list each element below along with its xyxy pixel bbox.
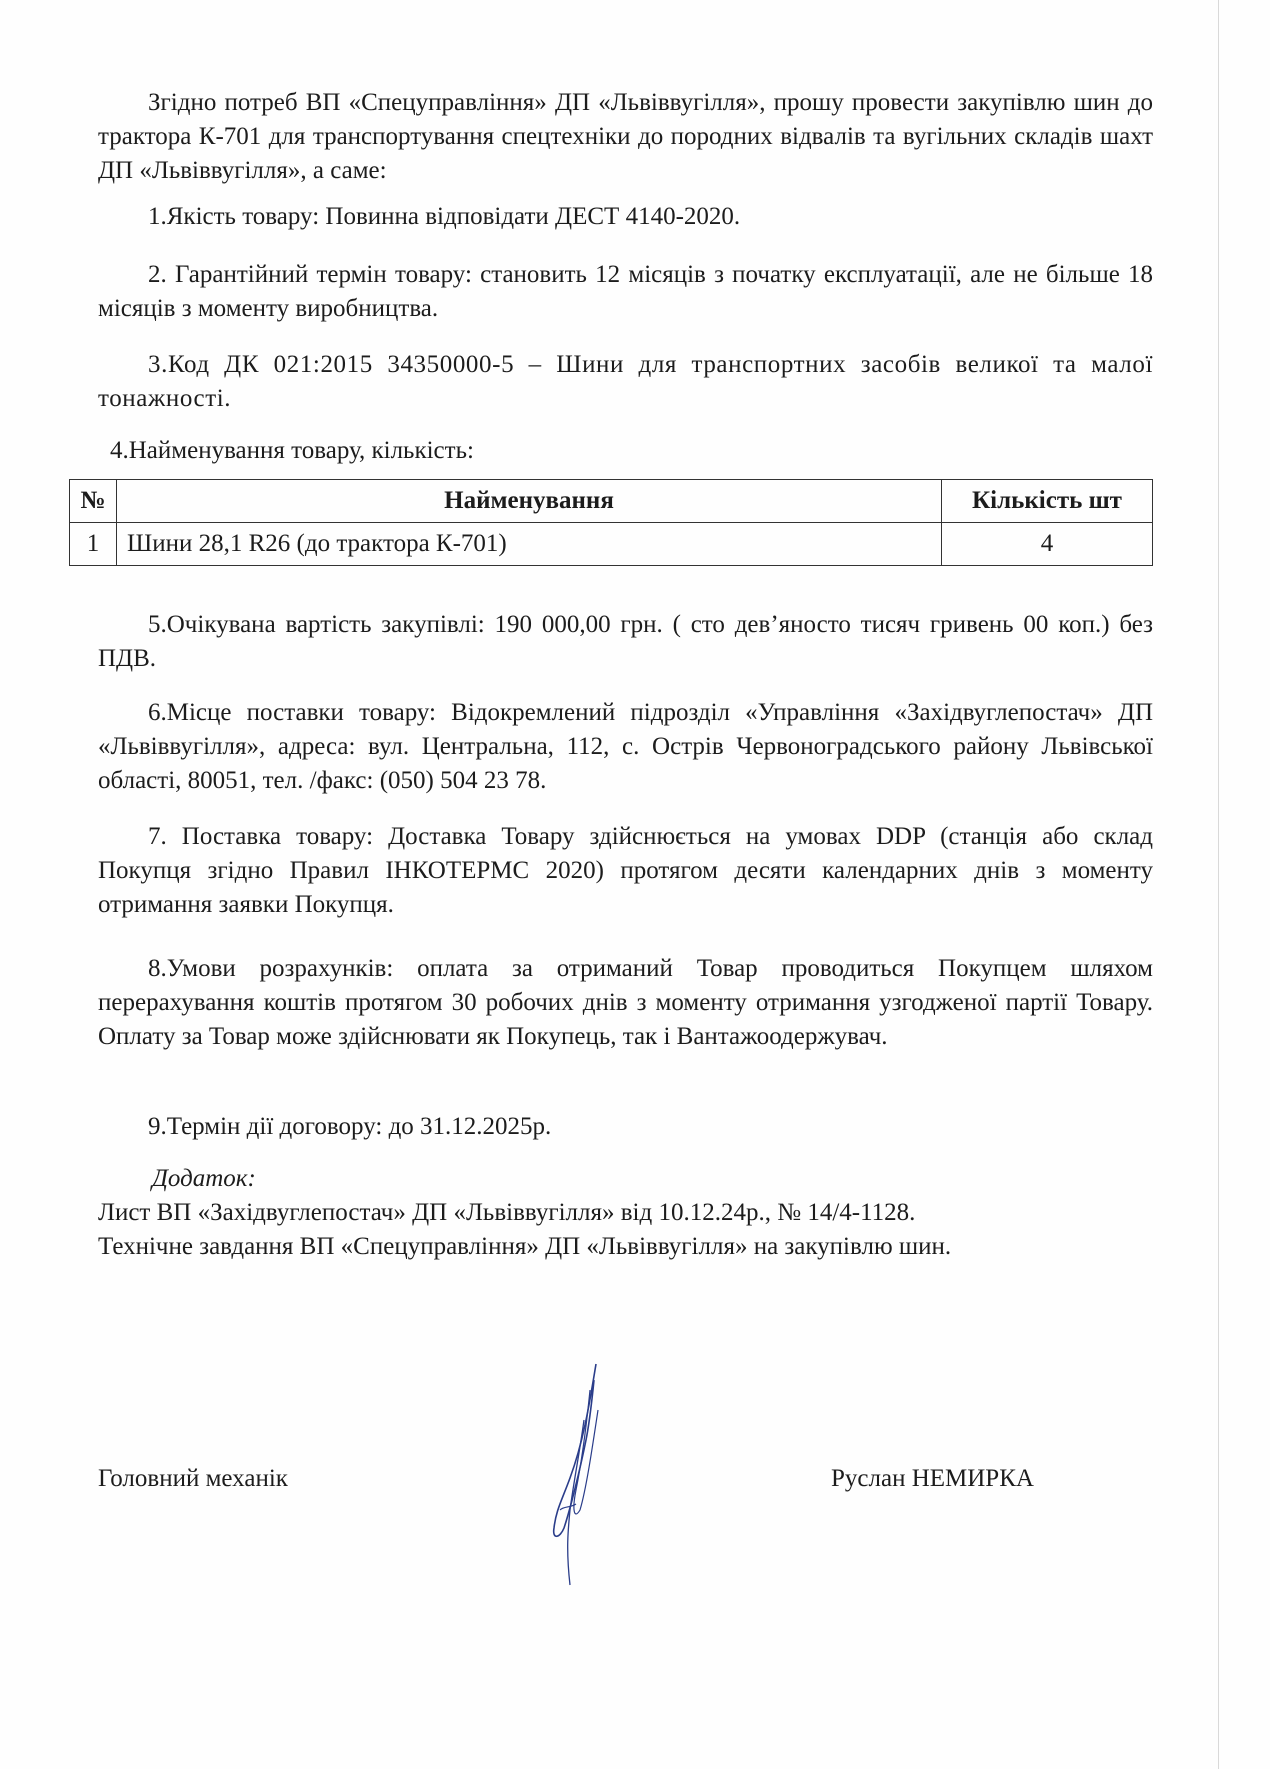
- item-5: 5.Очікувана вартість закупівлі: 190 000,00 грн. ( сто дев’яносто тисяч гривень 00 коп.) без ПДВ.: [98, 611, 1153, 672]
- row-quantity: 4: [942, 523, 1153, 566]
- signer-position: Головний механік: [98, 1465, 288, 1492]
- item-6: 6.Місце поставки товару: Відокремлений підрозділ «Управління «Західвуглепостач» ДП «Львіввугілля», адреса: вул. Центральна, 112, с. Острів Червоноградського району Львівської області, 80051, тел. /факс: (050) 504 23 78.: [98, 699, 1153, 794]
- attachment-title: Додаток:: [152, 1165, 256, 1192]
- row-name: Шини 28,1 R26 (до трактора К-701): [117, 523, 942, 566]
- attachment-line: Технічне завдання ВП «Спецуправління» ДП «Львіввугілля» на закупівлю шин.: [98, 1233, 952, 1260]
- signer-name: Руслан НЕМИРКА: [831, 1465, 1034, 1492]
- row-number: 1: [70, 523, 117, 566]
- item-8: 8.Умови розрахунків: оплата за отриманий Товар проводиться Покупцем шляхом перерахування коштів протягом 30 робочих днів з моменту отримання узгодженої партії Товару. Оплату за Товар може здійснювати як Покупець, так і Вантажоодержувач.: [98, 955, 1153, 1050]
- header-quantity: Кількість шт: [942, 480, 1153, 523]
- item-7: 7. Поставка товару: Доставка Товару здійснюється на умовах DDP (станція або склад Покупця згідно Правил ІНКОТЕРМС 2020) протягом десяти календарних днів з моменту отримання заявки Покупця.: [98, 823, 1153, 918]
- header-name: Найменування: [117, 480, 942, 523]
- item-2: 2. Гарантійний термін товару: становить 12 місяців з початку експлуатації, але не більше 18 місяців з моменту виробництва.: [98, 261, 1153, 322]
- table-header-row: [70, 480, 1153, 523]
- item-1: 1.Якість товару: Повинна відповідати ДЕСТ 4140-2020.: [148, 203, 741, 230]
- item-9: 9.Термін дії договору: до 31.12.2025р.: [148, 1113, 552, 1140]
- goods-table: [69, 479, 1153, 566]
- item-4: 4.Найменування товару, кількість:: [110, 437, 474, 464]
- attachment-block: [98, 1162, 1153, 1264]
- header-number: №: [70, 480, 117, 523]
- intro-paragraph: Згідно потреб ВП «Спецуправління» ДП «Львіввугілля», прошу провести закупівлю шин до трактора К-701 для транспортування спецтехніки до породних відвалів та вугільних складів шахт ДП «Львіввугілля», а саме:: [98, 89, 1153, 184]
- page-edge-line: [1218, 0, 1219, 1769]
- attachment-line: Лист ВП «Західвуглепостач» ДП «Львіввугілля» від 10.12.24р., № 14/4-1128.: [98, 1199, 916, 1226]
- item-3: 3.Код ДК 021:2015 34350000-5 – Шини для транспортних засобів великої та малої тонажності.: [98, 351, 1153, 412]
- table-row: [70, 523, 1153, 566]
- handwritten-signature: [540, 1360, 630, 1590]
